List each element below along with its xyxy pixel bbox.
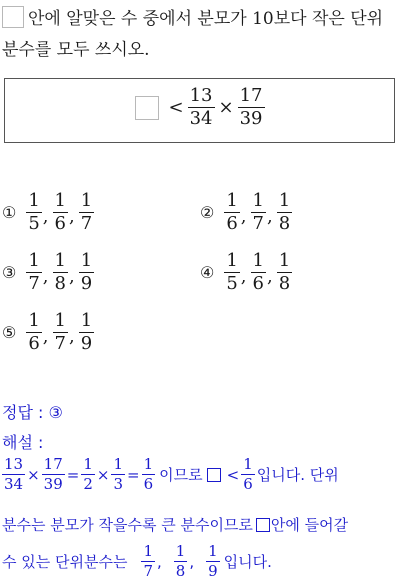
numerator: 17 [43,455,63,473]
comma: , [42,326,49,347]
explanation-text: 입니다. [223,553,272,571]
fraction [206,544,220,579]
numerator: 17 [239,85,263,106]
numerator: 1 [226,250,238,271]
times-sign: × [96,465,110,484]
fraction [2,457,25,492]
numerator: 1 [143,542,154,560]
comma: , [240,266,247,287]
fraction [111,457,125,492]
fraction [251,192,266,233]
comma: , [68,266,75,287]
denominator: 34 [189,108,213,129]
numerator: 1 [83,455,93,473]
denominator: 5 [28,213,40,234]
option-mark: ② [200,203,215,222]
denominator: 9 [80,273,93,294]
times-sign: × [218,97,234,118]
question-text-1: 안에 알맞은 수 중에서 분모가 10보다 작은 단위 [28,9,384,29]
option-5[interactable] [2,312,94,353]
numerator: 1 [54,310,66,331]
comma: , [266,266,273,287]
denominator: 6 [143,475,154,493]
question-line-2 [2,42,150,59]
numerator: 1 [113,455,124,473]
fraction [79,252,94,293]
option-mark: ⑤ [2,323,17,342]
blank-box-icon [135,96,159,120]
denominator: 7 [143,562,154,580]
denominator: 6 [226,213,238,234]
denominator: 8 [278,213,291,234]
numerator: 1 [175,542,186,560]
fraction [26,192,41,233]
option-mark: ③ [2,263,17,282]
option-3[interactable] [2,252,94,293]
numerator: 1 [252,190,264,211]
denominator: 7 [28,273,40,294]
explanation-line-3 [2,544,272,579]
comma: , [42,266,49,287]
numerator: 1 [278,190,291,211]
option-mark: ① [2,203,17,222]
fraction [53,312,68,353]
comma: , [240,206,247,227]
inequality-box [4,78,395,143]
denominator: 7 [252,213,264,234]
fraction [224,252,239,293]
numerator: 1 [54,190,66,211]
times-sign: × [27,465,40,484]
numerator: 1 [243,455,253,473]
option-1[interactable] [2,192,94,233]
numerator: 1 [208,542,218,560]
numerator: 1 [28,250,40,271]
comma: , [157,552,162,571]
answer-label: 정답 : ③ [2,403,63,422]
denominator: 7 [80,213,93,234]
fraction [141,544,155,579]
comma: , [42,206,49,227]
numerator: 1 [278,250,291,271]
less-than-sign: < [226,465,240,484]
explanation-text: 분수는 분모가 작을수록 큰 분수이므로 [2,516,253,534]
numerator: 13 [4,455,24,473]
denominator: 8 [175,562,186,580]
comma: , [266,206,273,227]
numerator: 1 [226,190,238,211]
numerator: 1 [54,250,66,271]
comma: , [189,552,195,571]
denominator: 7 [54,333,66,354]
comma: , [68,206,75,227]
blank-box-icon [207,468,221,482]
explanation-line-1 [2,457,339,492]
fraction [26,252,41,293]
fraction [53,192,68,233]
explanation-label: 해설 : [2,433,44,452]
numerator: 1 [28,310,40,331]
option-4[interactable] [200,252,292,293]
option-2[interactable] [200,192,292,233]
fraction [79,312,94,353]
fraction [224,192,239,233]
fraction [42,457,65,492]
numerator: 1 [80,310,93,331]
fraction [53,252,68,293]
equals-sign: = [66,465,80,484]
comma: , [68,326,75,347]
numerator: 1 [80,250,93,271]
fraction [174,544,188,579]
question-text-2: 분수를 모두 쓰시오. [2,40,150,60]
denominator: 6 [243,475,253,493]
fraction [79,192,94,233]
explanation-line-2 [2,514,348,535]
numerator: 1 [28,190,40,211]
numerator: 1 [143,455,154,473]
fraction [251,252,266,293]
denominator: 34 [4,475,24,493]
denominator: 5 [226,273,238,294]
blank-box-icon [2,6,24,28]
question-line-1 [2,6,383,28]
blank-box-icon [256,518,270,532]
denominator: 8 [278,273,291,294]
numerator: 1 [80,190,93,211]
explanation-text: 수 있는 단위분수는 [2,553,128,571]
denominator: 6 [28,333,40,354]
numerator: 13 [189,85,213,106]
explanation-text: 안에 들어갈 [270,516,349,534]
fraction [241,457,255,492]
fraction [81,457,95,492]
fraction [277,252,292,293]
explanation-text: 이므로 [159,466,203,484]
explanation-text: 입니다. 단위 [256,466,339,484]
inequality [5,87,394,128]
fraction [277,192,292,233]
denominator: 9 [80,333,93,354]
fraction [142,457,156,492]
denominator: 8 [54,273,66,294]
denominator: 2 [83,475,93,493]
equals-sign: = [127,465,140,484]
denominator: 6 [54,213,66,234]
fraction [188,87,215,128]
numerator: 1 [252,250,264,271]
denominator: 9 [208,562,218,580]
denominator: 6 [252,273,264,294]
option-mark: ④ [200,263,215,282]
denominator: 3 [113,475,124,493]
denominator: 39 [43,475,63,493]
fraction [238,87,265,128]
fraction [26,312,41,353]
less-than-sign: < [168,97,184,118]
denominator: 39 [239,108,263,129]
